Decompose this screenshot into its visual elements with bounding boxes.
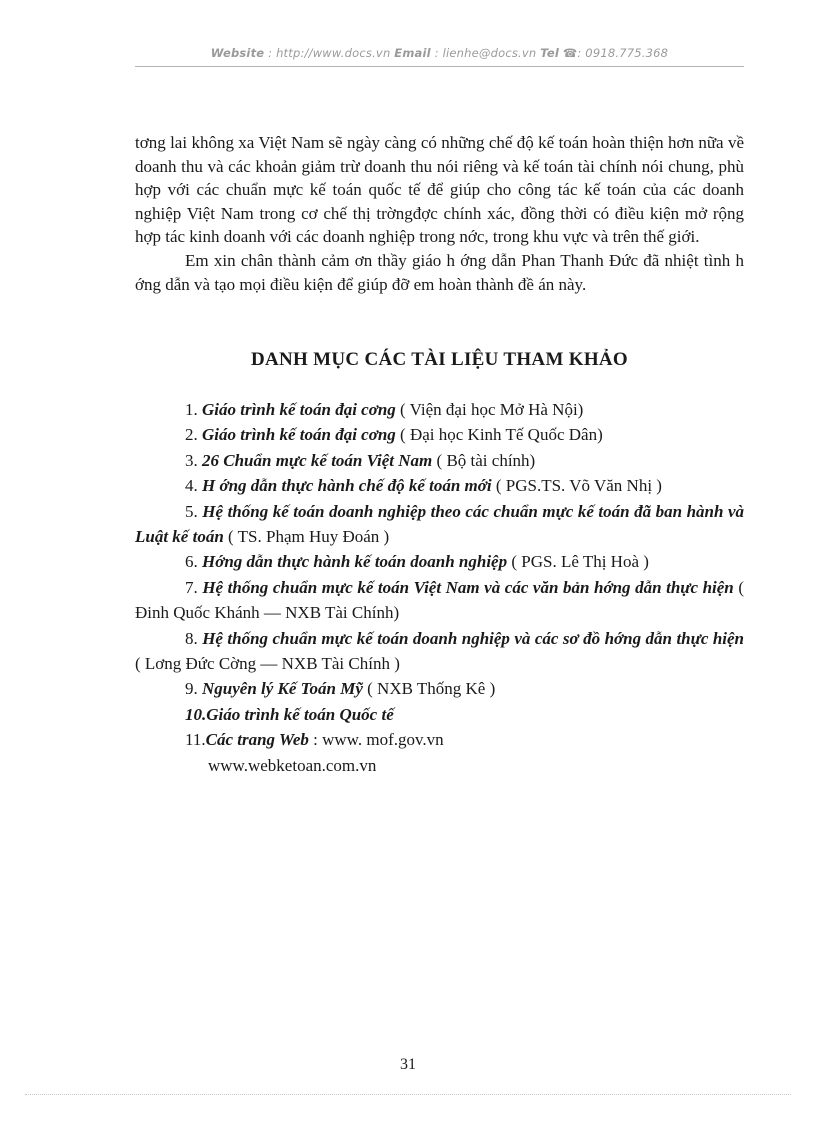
footer-divider	[25, 1094, 791, 1095]
references-title: DANH MỤC CÁC TÀI LIỆU THAM KHẢO	[250, 349, 628, 370]
tel-number: : 0918.775.368	[577, 46, 669, 60]
reference-item: 5. Hệ thống kế toán doanh nghiệp theo các chuẩn mực kế toán đã ban hành và Luật kế toán ( TS. Phạm Huy Đoán )	[135, 501, 745, 547]
reference-item: 6. Hớng dẫn thực hành kế toán doanh nghiệp ( PGS. Lê Thị Hoà )	[185, 552, 649, 572]
page-header: Website : http://www.docs.vn Email : lienhe@docs.vn Tel ☎: 0918.775.368	[210, 46, 669, 60]
body-text	[135, 131, 744, 296]
phone-icon: ☎	[562, 46, 578, 60]
reference-item: 7. Hệ thống chuẩn mực kế toán Việt Nam và các văn bản hớng dẫn thực hiện ( Đinh Quốc Khánh — NXB Tài Chính)	[135, 577, 744, 623]
reference-item: 10.Giáo trình kế toán Quốc tế	[185, 704, 394, 724]
reference-item: 8. Hệ thống chuẩn mực kế toán doanh nghiệp và các sơ đồ hớng dẫn thực hiện ( Lơng Đức Cờng — NXB Tài Chính )	[135, 628, 744, 674]
reference-item: 3. 26 Chuẩn mực kế toán Việt Nam ( Bộ tài chính)	[185, 450, 536, 470]
page-number: 31	[400, 1056, 416, 1073]
reference-item: 11.Các trang Web : www. mof.gov.vn	[185, 730, 444, 750]
reference-item: 4. H ớng dẫn thực hành chế độ kế toán mới ( PGS.TS. Võ Văn Nhị )	[185, 476, 662, 496]
reference-item: 1. Giáo trình kế toán đại cơng ( Viện đại học Mở Hà Nội)	[185, 400, 584, 419]
email-address[interactable]: lienhe@docs.vn	[442, 46, 537, 60]
website-url[interactable]: http://www.docs.vn	[276, 46, 391, 60]
paragraph-1: tơng lai không xa Việt Nam sẽ ngày càng có những chế độ kế toán hoàn thiện hơn nữa về doanh thu và các khoản giảm trừ doanh thu nói riêng và kế toán tài chính nói chung, phù hợp với các chuẩn mực kế toán quốc tế để giúp cho công tác kế toán của các doanh nghiệp Việt Nam trong cơ chế thị trờngđợc chính xác, đồng thời có điều kiện mở rộng hợp tác kinh doanh với các doanh nghiệp trong nớc, trong khu vực và trên thế giới.	[135, 133, 744, 247]
tel-label: Tel	[540, 46, 559, 60]
email-label: Email	[394, 46, 431, 60]
reference-item: 2. Giáo trình kế toán đại cơng ( Đại học Kinh Tế Quốc Dân)	[185, 425, 603, 445]
references-list	[135, 397, 744, 778]
header-divider	[135, 66, 744, 67]
website-label: Website	[210, 46, 265, 60]
web-link[interactable]: www.webketoan.com.vn	[208, 755, 377, 775]
reference-item: 9. Nguyên lý Kế Toán Mỹ ( NXB Thống Kê )	[185, 679, 496, 699]
paragraph-2: Em xin chân thành cảm ơn thầy giáo h ớng dẫn Phan Thanh Đức đã nhiệt tình h ớng dẫn và tạo mọi điều kiện để giúp đỡ em hoàn thành đề án này.	[135, 250, 744, 294]
